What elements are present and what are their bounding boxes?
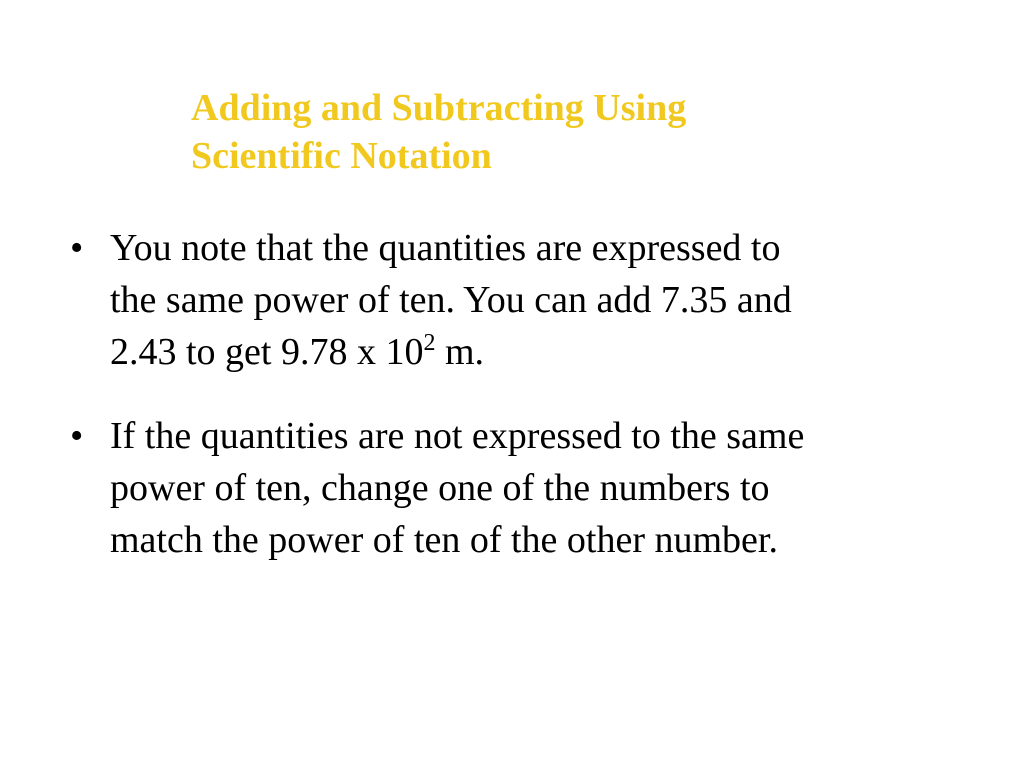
bullet-marker: • <box>70 415 84 457</box>
bullet-1-line-3-text: 2.43 to get 9.78 x 10 <box>110 331 424 373</box>
slide-title <box>191 84 831 180</box>
bullet-2-line-2: power of ten, change one of the numbers to <box>110 467 770 509</box>
bullet-1-line-1: You note that the quantities are expressed to <box>110 227 781 269</box>
slide-title-line-1: Adding and Subtracting Using <box>191 87 687 129</box>
bullet-2-line-1: If the quantities are not expressed to the same <box>110 415 805 457</box>
slide-title-line-2: Scientific Notation <box>191 135 492 177</box>
bullet-1-line-3-unit: m. <box>435 331 485 373</box>
bullet-item-different-power <box>70 410 970 566</box>
exponent-superscript: 2 <box>423 330 436 356</box>
bullet-1-line-2: the same power of ten. You can add 7.35 and <box>110 279 792 321</box>
bullet-1-line-3 <box>110 326 970 378</box>
bullet-list <box>70 222 970 566</box>
bullet-2-line-3: match the power of ten of the other number. <box>110 519 778 561</box>
bullet-item-same-power <box>70 222 970 378</box>
bullet-marker: • <box>70 227 84 269</box>
